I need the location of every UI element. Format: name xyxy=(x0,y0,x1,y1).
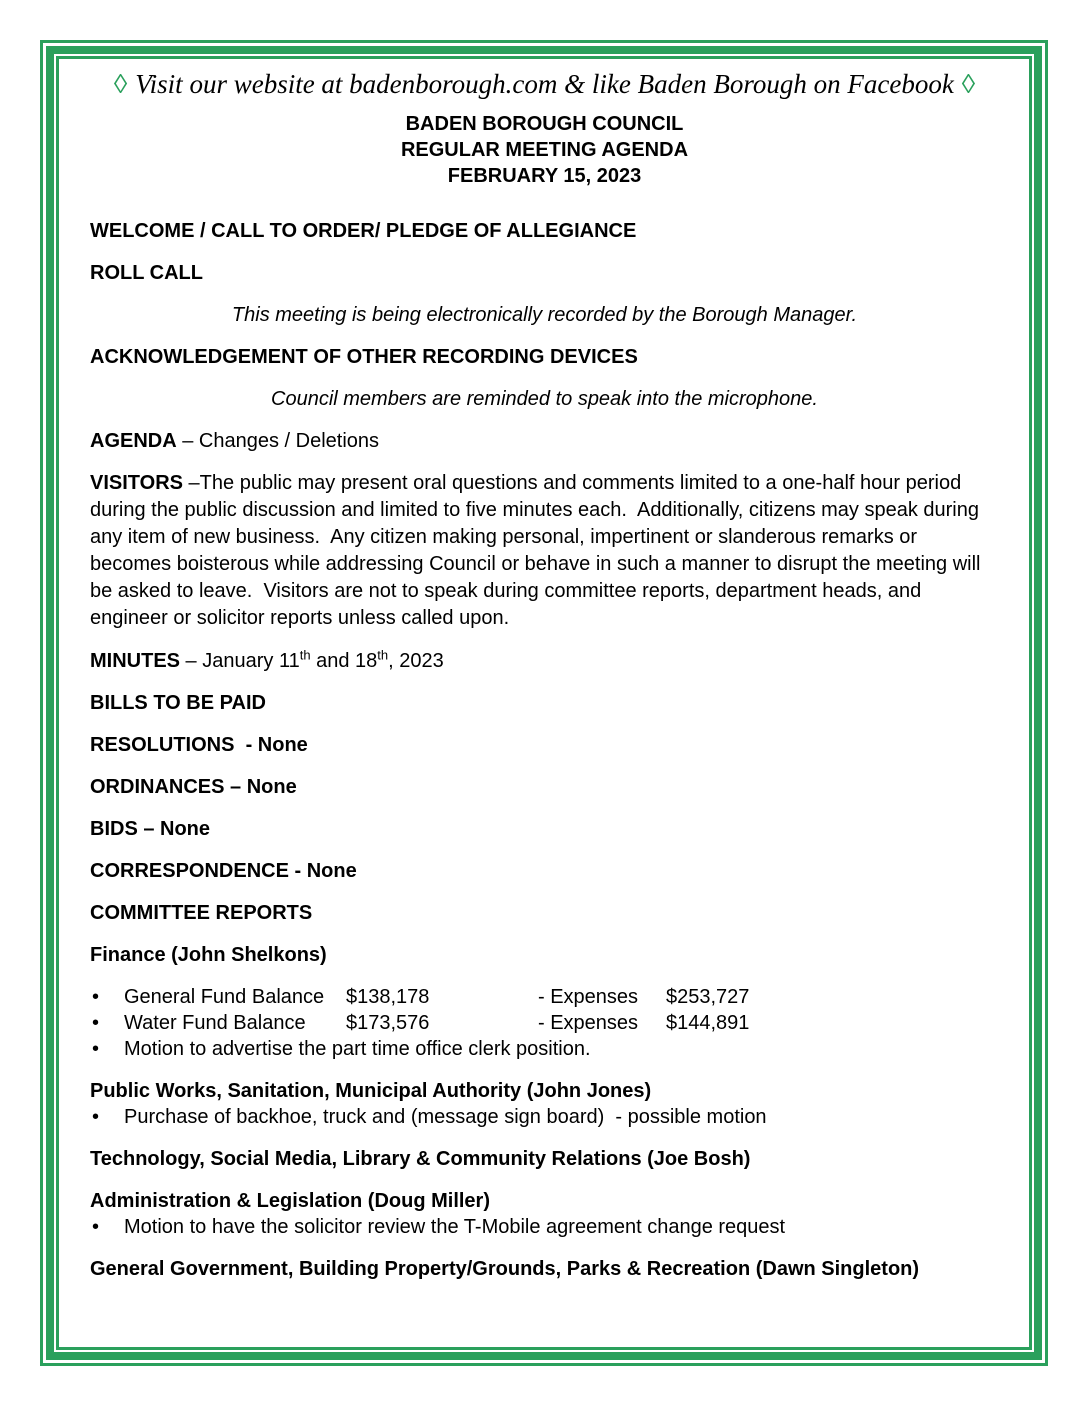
section-bids: BIDS – None xyxy=(90,818,211,840)
minutes-text: , 2023 xyxy=(388,650,444,672)
finance-bullet-list xyxy=(90,984,999,1062)
list-item xyxy=(90,1010,999,1036)
title-agenda: REGULAR MEETING AGENDA xyxy=(400,139,689,161)
section-visitors xyxy=(90,470,999,632)
list-item xyxy=(90,1036,999,1062)
visitors-text: –The public may present oral questions and comments limited to a one-half hour period during the public discussion and limited to five minutes each. Additionally, citizens may speak during any item of new business. Any citizen making personal, impertinent or slanderous remarks or becomes boisterous while addressing Council or behave in such a manner to disrupt the meeting will be asked to leave. Visitors are not to speak during committee reports, department heads, and engineer or solicitor reports unless called upon. xyxy=(90,472,987,629)
section-roll-call: ROLL CALL xyxy=(90,262,203,284)
administration-bullet-list xyxy=(90,1214,999,1240)
bullet-icon: • xyxy=(92,1038,100,1060)
fund-amount: $173,576 xyxy=(346,1012,430,1034)
fund-amount: $138,178 xyxy=(346,986,430,1008)
section-bills: BILLS TO BE PAID xyxy=(90,692,266,714)
diamond-icon: ◊ xyxy=(961,69,976,99)
section-minutes xyxy=(90,648,999,674)
bullet-icon: • xyxy=(92,1012,100,1034)
minutes-label: MINUTES xyxy=(90,650,180,672)
page-border-middle xyxy=(46,46,1042,1360)
section-correspondence: CORRESPONDENCE - None xyxy=(90,860,357,882)
section-committee-reports: COMMITTEE REPORTS xyxy=(90,902,313,924)
recording-notice: This meeting is being electronically recorded by the Borough Manager. xyxy=(231,304,858,326)
committee-general-government-heading: General Government, Building Property/Grounds, Parks & Recreation (Dawn Singleton) xyxy=(90,1258,920,1280)
title-council: BADEN BOROUGH COUNCIL xyxy=(405,113,684,135)
committee-public-works-heading: Public Works, Sanitation, Municipal Authority (John Jones) xyxy=(90,1080,652,1102)
visitors-label: VISITORS xyxy=(90,472,183,494)
administration-item: Motion to have the solicitor review the T-Mobile agreement change request xyxy=(124,1216,786,1238)
list-item xyxy=(90,984,999,1010)
page-border-inner xyxy=(56,56,1032,1350)
agenda-rest: – Changes / Deletions xyxy=(176,430,380,452)
expenses-amount: $144,891 xyxy=(666,1012,750,1034)
committee-administration-heading: Administration & Legislation (Doug Miller) xyxy=(90,1190,490,1212)
bullet-icon: • xyxy=(92,986,100,1008)
committee-technology-heading: Technology, Social Media, Library & Community Relations (Joe Bosh) xyxy=(90,1148,751,1170)
finance-motion: Motion to advertise the part time office clerk position. xyxy=(124,1038,591,1060)
website-banner xyxy=(90,66,999,102)
fund-label: Water Fund Balance xyxy=(124,1012,306,1034)
fund-label: General Fund Balance xyxy=(124,986,325,1008)
section-welcome: WELCOME / CALL TO ORDER/ PLEDGE OF ALLEGIANCE xyxy=(90,220,637,242)
microphone-notice: Council members are reminded to speak into the microphone. xyxy=(271,388,818,410)
expenses-label: - Expenses xyxy=(538,986,639,1008)
document-title xyxy=(90,111,999,189)
section-agenda-changes xyxy=(90,428,999,454)
section-ordinances: ORDINANCES – None xyxy=(90,776,297,798)
minutes-text: – January 11 xyxy=(180,650,300,672)
list-item xyxy=(90,1104,999,1130)
agenda-label: AGENDA xyxy=(90,430,177,452)
section-acknowledgement: ACKNOWLEDGEMENT OF OTHER RECORDING DEVICES xyxy=(90,346,638,368)
bullet-icon: • xyxy=(92,1216,100,1238)
title-date: FEBRUARY 15, 2023 xyxy=(447,165,642,187)
expenses-label: - Expenses xyxy=(538,1012,639,1034)
section-resolutions: RESOLUTIONS - None xyxy=(90,734,308,756)
minutes-text: and 18 xyxy=(310,650,378,672)
expenses-amount: $253,727 xyxy=(666,986,750,1008)
diamond-icon: ◊ xyxy=(113,69,128,99)
public-works-bullet-list xyxy=(90,1104,999,1130)
minutes-superscript: th xyxy=(299,647,311,663)
page-border-outer xyxy=(40,40,1048,1366)
public-works-item: Purchase of backhoe, truck and (message sign board) - possible motion xyxy=(124,1106,767,1128)
banner-text: Visit our website at badenborough.com & like Baden Borough on Facebook xyxy=(135,69,954,99)
minutes-superscript: th xyxy=(377,647,389,663)
committee-finance-heading: Finance (John Shelkons) xyxy=(90,944,327,966)
bullet-icon: • xyxy=(92,1106,100,1128)
list-item xyxy=(90,1214,999,1240)
